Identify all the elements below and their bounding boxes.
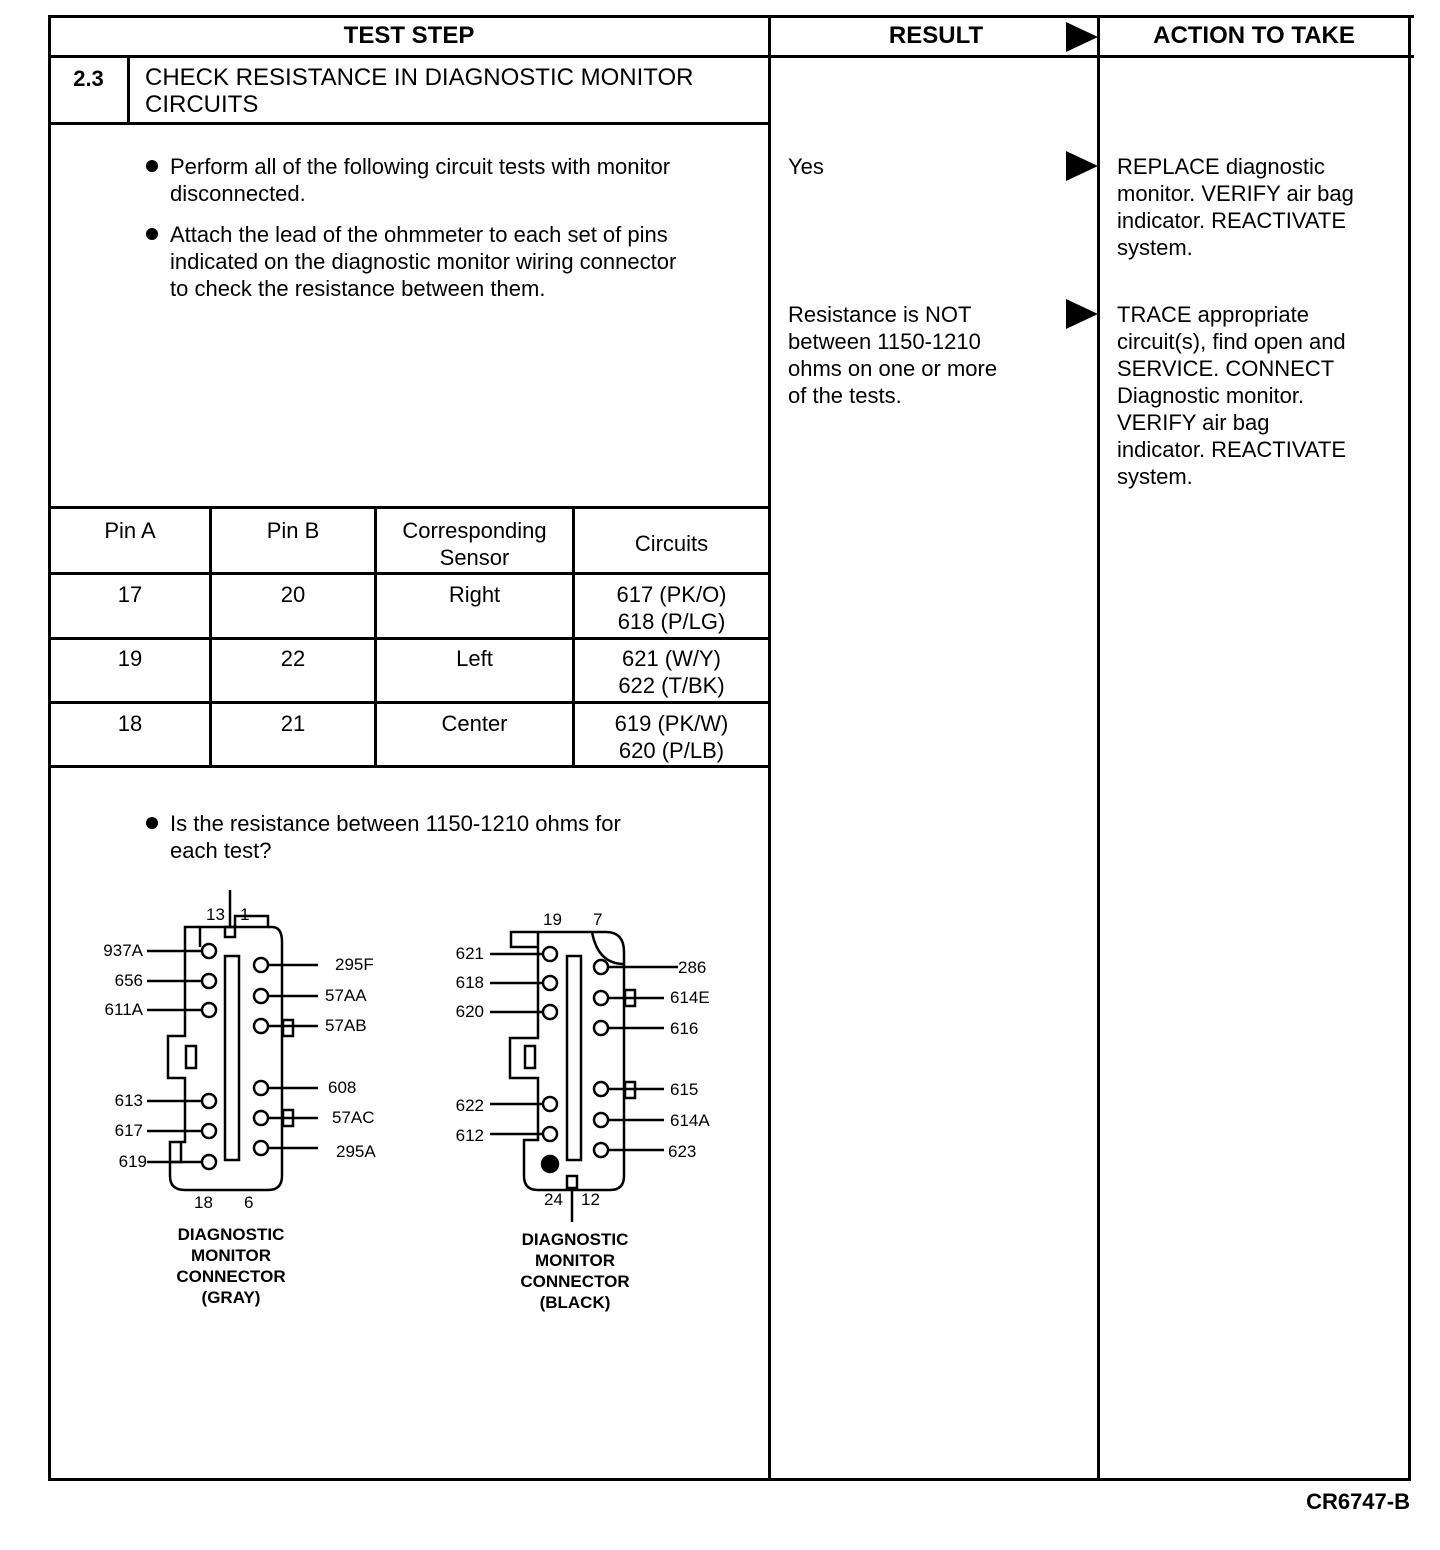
gray-connector-caption: CONNECTOR <box>176 1267 286 1286</box>
gray-connector-caption: DIAGNOSTIC <box>177 1225 285 1244</box>
result-yes: Yes <box>788 154 824 179</box>
result-no-line: between 1150-1210 <box>788 329 981 354</box>
instruction-1-line1: Perform all of the following circuit tests with monitor <box>170 154 671 179</box>
sensor-cell: Right <box>448 582 501 607</box>
connector-diagrams <box>50 880 766 1340</box>
sensor-cell: Left <box>456 646 493 671</box>
instruction-2-line1: Attach the lead of the ohmmeter to each set of pins <box>170 222 668 247</box>
instruction-2-line2: indicated on the diagnostic monitor wiring connector <box>170 249 677 274</box>
pin-a-header: Pin A <box>104 518 156 543</box>
gray-wire-label: 57AA <box>325 986 367 1005</box>
bottom-border <box>48 1478 1411 1481</box>
step-title-line2: CIRCUITS <box>145 91 259 118</box>
black-wire-label: 612 <box>455 1126 484 1145</box>
instruction-2-line3: to check the resistance between them. <box>170 276 546 301</box>
black-connector-caption: (BLACK) <box>539 1293 611 1312</box>
result-arrow-icon <box>1066 299 1098 329</box>
result-no-line: of the tests. <box>788 383 902 408</box>
action-no-line: Diagnostic monitor. <box>1117 383 1305 408</box>
gray-wire-label: 611A <box>104 1000 143 1019</box>
black-wire-label: 615 <box>670 1080 699 1099</box>
pin-a-cell: 17 <box>117 582 143 607</box>
black-wire-label: 622 <box>455 1096 484 1115</box>
black-wire-label: 621 <box>455 944 484 963</box>
black-wire-label: 614A <box>670 1111 710 1130</box>
black-connector-caption: MONITOR <box>535 1251 615 1270</box>
header-result: RESULT <box>888 22 984 49</box>
bullet-icon <box>146 228 158 240</box>
action-no-line: indicator. REACTIVATE <box>1117 437 1347 462</box>
circuit-cell: 619 (PK/W) <box>614 711 729 736</box>
pin-table-row-divider <box>48 701 771 704</box>
action-no-line: VERIFY air bag <box>1117 410 1270 435</box>
circuit-cell: 618 (P/LG) <box>617 609 726 634</box>
gray-wire-label: 937A <box>103 941 143 960</box>
pin-table-row-divider <box>48 637 771 640</box>
black-wire-label: 618 <box>455 973 484 992</box>
black-wire-label: 620 <box>455 1002 484 1021</box>
black-top-pin-left: 19 <box>543 910 562 929</box>
figure-code: CR6747-B <box>1306 1489 1410 1514</box>
black-connector-caption: DIAGNOSTIC <box>521 1230 629 1249</box>
step-title-divider <box>48 122 771 125</box>
result-no-line: Resistance is NOT <box>788 302 972 327</box>
action-yes-line: indicator. REACTIVATE <box>1117 208 1347 233</box>
circuit-cell: 622 (T/BK) <box>618 673 725 698</box>
action-yes-line: monitor. VERIFY air bag <box>1117 181 1354 206</box>
bullet-icon <box>146 160 158 172</box>
header-action: ACTION TO TAKE <box>1153 22 1355 49</box>
gray-wire-label: 619 <box>118 1152 147 1171</box>
gray-connector-diagram <box>147 890 318 1190</box>
circuit-cell: 617 (PK/O) <box>616 582 727 607</box>
pin-a-cell: 19 <box>117 646 143 671</box>
gray-bottom-pin-right: 6 <box>244 1193 254 1212</box>
gray-bottom-pin-left: 18 <box>194 1193 213 1212</box>
black-wire-label: 286 <box>678 958 707 977</box>
pin-a-cell: 18 <box>117 711 143 736</box>
question-line2: each test? <box>170 838 272 863</box>
col-divider-2 <box>1097 15 1100 1481</box>
action-no-line: SERVICE. CONNECT <box>1117 356 1335 381</box>
gray-connector-caption: MONITOR <box>191 1246 271 1265</box>
black-top-pin-right: 7 <box>593 910 603 929</box>
pin-table-header-bottom <box>48 572 771 575</box>
gray-wire-label: 613 <box>114 1091 143 1110</box>
circuit-cell: 620 (P/LB) <box>618 738 725 763</box>
right-border <box>1408 15 1411 1481</box>
pin-b-cell: 20 <box>280 582 306 607</box>
gray-wire-label: 295A <box>336 1142 376 1161</box>
circuit-cell: 621 (W/Y) <box>621 646 722 671</box>
circuits-header: Circuits <box>634 531 709 556</box>
action-no-line: circuit(s), find open and <box>1117 329 1346 354</box>
sensor-cell: Center <box>441 711 508 736</box>
header-divider <box>48 55 1414 58</box>
gray-top-pin-right: 1 <box>240 905 250 924</box>
question-line1: Is the resistance between 1150-1210 ohms for <box>170 811 621 836</box>
black-connector-caption: CONNECTOR <box>520 1272 630 1291</box>
gray-wire-label: 57AB <box>325 1016 367 1035</box>
col-divider-1 <box>768 15 771 1481</box>
pin-b-cell: 22 <box>280 646 306 671</box>
black-bottom-pin-right: 12 <box>581 1190 600 1209</box>
top-border <box>48 15 1414 18</box>
gray-wire-label: 617 <box>114 1121 143 1140</box>
bullet-icon <box>146 817 158 829</box>
header-arrow-icon <box>1066 22 1098 52</box>
sensor-header-line1: Corresponding <box>402 518 547 543</box>
gray-top-pin-left: 13 <box>206 905 225 924</box>
result-no-line: ohms on one or more <box>788 356 998 381</box>
action-yes-line: REPLACE diagnostic <box>1117 154 1325 179</box>
step-number-divider <box>127 55 130 125</box>
instruction-1-line2: disconnected. <box>170 181 306 206</box>
result-arrow-icon <box>1066 151 1098 181</box>
black-connector-diagram <box>490 932 678 1222</box>
pin-table-bottom <box>48 765 771 768</box>
step-number: 2.3 <box>73 66 104 91</box>
pin-b-header: Pin B <box>266 518 320 543</box>
gray-wire-label: 656 <box>114 971 143 990</box>
black-wire-label: 623 <box>668 1142 697 1161</box>
gray-wire-label: 608 <box>328 1078 357 1097</box>
black-bottom-pin-left: 24 <box>544 1190 563 1209</box>
pin-table-top <box>48 506 771 509</box>
gray-wire-label: 57AC <box>332 1108 375 1127</box>
pin-b-cell: 21 <box>280 711 306 736</box>
action-no-line: system. <box>1117 464 1193 489</box>
gray-connector-caption: (GRAY) <box>201 1288 261 1307</box>
black-wire-label: 614E <box>670 988 710 1007</box>
header-test-step: TEST STEP <box>343 22 475 49</box>
step-title-line1: CHECK RESISTANCE IN DIAGNOSTIC MONITOR <box>145 64 694 91</box>
action-yes-line: system. <box>1117 235 1193 260</box>
action-no-line: TRACE appropriate <box>1117 302 1309 327</box>
gray-wire-label: 295F <box>335 955 374 974</box>
black-wire-label: 616 <box>670 1019 699 1038</box>
sensor-header-line2: Sensor <box>439 545 510 570</box>
